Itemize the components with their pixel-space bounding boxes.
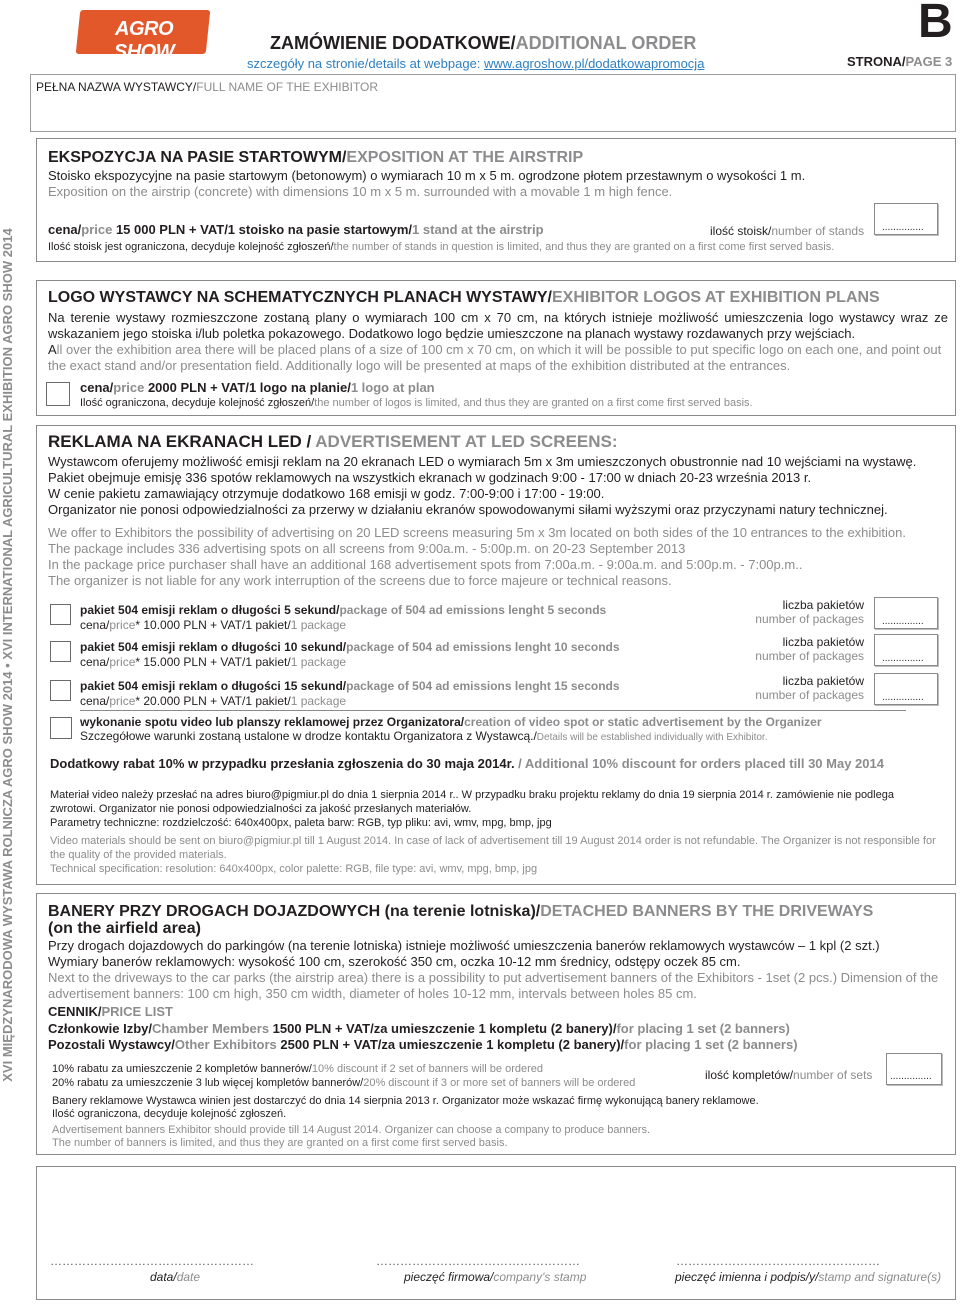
banners-pl-2: Wymiary banerów reklamowych: wysokość 100 cm, szerokość 350 cm, oczka 10-12 mm średnicy, odstępy oczek 85 cm.	[48, 954, 741, 969]
logo-price: cena/price 2000 PLN + VAT/1 logo na planie/1 logo at plan	[80, 380, 435, 395]
video-note: Szczegółowe warunki zostaną ustalone w drodze kontaktu Organizatora z Wystawcą./Details will be established individually with Exhibitor.	[80, 729, 768, 743]
banner-discount-1: 10% rabatu za umieszczenie 2 kompletów bannerów/10% discount if 2 set of banners will be ordered	[52, 1063, 544, 1075]
led-materials-pl-1: Materiał video należy przesłać na adres biuro@pigmiur.pl do dnia 1 sierpnia 2014 r.. W przypadku braku projektu reklamy do dnia 19 sierpnia 2014 r. zamówienie nie podlega zwrotowi. Organizator nie ponosi odpowiedzialności za jakość przesłanych materiałów.	[50, 789, 894, 815]
banner-qty-label: ilość kompletów/number of sets	[705, 1068, 873, 1082]
form-letter: B	[918, 0, 953, 48]
package-15s-qty-dots: ...............	[882, 692, 924, 703]
led-pl-4: Organizator nie ponosi odpowiedzialności za przerwy w działaniu ekranów spowodowanymi siłami wyższymi oraz przyczynami natury technicznej.	[48, 502, 888, 517]
stamp-line[interactable]: ……………………………………………	[376, 1254, 580, 1268]
led-materials-en-2: Technical specification: resolution: 640x400px, color palette: RGB, file type: avi, wmv, mpg, bmp, jpg	[50, 863, 538, 875]
logo-text: AGRO SHOW	[113, 18, 175, 63]
led-en-4: The organizer is not liable for any work interruption of the screens due to force majeure or technical reasons.	[48, 573, 672, 588]
price-others: Pozostali Wystawcy/Other Exhibitors 2500 PLN + VAT/za umieszczenie 1 kompletu (2 banery)/for placing 1 set (2 banners)	[48, 1037, 798, 1052]
logo-desc-pl: Na terenie wystawy rozmieszczone zostaną plany o wymiarach 100 cm x 70 cm, na których istnieje możliwość umieszczenia logo wystawcy wraz ze wskazaniem jego stoiska i/lub poletka pokazowego. Dodatkowo logo będzie umieszczone na planach wystawy rozdawanych przy wejściach.	[48, 310, 948, 341]
package-10s-name: pakiet 504 emisji reklam o długości 10 sekund/package of 504 ad emissions lenght 10 seconds	[80, 640, 620, 654]
banner-discount-2: 20% rabatu za umieszczenie 3 lub więcej kompletów bannerów/20% discount if 3 or more set of banners will be ordered	[52, 1077, 636, 1089]
package-5s-price: cena/price* 10.000 PLN + VAT/1 pakiet/1 package	[80, 618, 347, 632]
package-15s-qty-en: number of packages	[755, 688, 864, 702]
led-en-1: We offer to Exhibitors the possibility of advertising on 20 LED screens measuring 5m x 3m located on both sides of the 10 entrances to the exhibition.	[48, 525, 906, 540]
exhibitor-name-label: PEŁNA NAZWA WYSTAWCY/FULL NAME OF THE EXHIBITOR	[36, 80, 379, 94]
signature-line[interactable]: ……………………………………………	[676, 1254, 880, 1268]
package-divider	[80, 710, 906, 711]
package-5s-qty-dots: ...............	[882, 616, 924, 627]
package-5s-name: pakiet 504 emisji reklam o długości 5 sekund/package of 504 ad emissions lenght 5 seconds	[80, 603, 607, 617]
banners-title-tail: (on the airfield area)	[48, 920, 201, 937]
price-list-label: CENNIK/PRICE LIST	[48, 1004, 173, 1019]
package-10s-price: cena/price* 15.000 PLN + VAT/1 pakiet/1 package	[80, 655, 347, 669]
stamp-label: pieczęć firmowa/company's stamp	[404, 1270, 587, 1284]
price-members: Członkowie Izby/Chamber Members 1500 PLN + VAT/za umieszczenie 1 kompletu (2 banery)/for placing 1 set (2 banners)	[48, 1021, 790, 1036]
banner-note-en-2: The number of banners is limited, and thus they are granted on a first come first served basis.	[52, 1137, 508, 1149]
logo-desc-en: All over the exhibition area there will be placed plans of a size of 100 cm x 70 cm, on which it will be possible to put specific logo on each one, and point out the exact stand and/or presentation field. Additionally logo will be presented at maps of the exhibition distributed at the entrances.	[48, 342, 942, 373]
package-10s-checkbox[interactable]	[50, 641, 71, 662]
details-link[interactable]: www.agroshow.pl/dodatkowapromocja	[484, 56, 705, 71]
banners-pl-1: Przy drogach dojazdowych do parkingów (na terenie lotniska) istnieje możliwość umieszczenia banerów reklamowych wystawców – 1 kpl (2 szt.)	[48, 938, 880, 953]
airstrip-desc-pl: Stoisko ekspozycyjne na pasie startowym (betonowym) o wymiarach 10 m x 5 m. ogrodzone płotem przestawnym o wysokości 1 m.	[48, 168, 806, 183]
banners-title: BANERY PRZY DROGACH DOJAZDOWYCH (na terenie lotniska)/DETACHED BANNERS BY THE DRIVEWAYS	[48, 903, 874, 920]
airstrip-limit: Ilość stoisk jest ograniczona, decyduje kolejność zgłoszeń/the number of stands in question is limited, and thus they are granted on a first come first served basis.	[48, 241, 835, 253]
led-en-2: The package includes 336 advertising spots on all screens from 9:00a.m. - 5:00p.m. on 20-23 September 2013	[48, 541, 686, 556]
airstrip-price: cena/price 15 000 PLN + VAT/1 stoisko na pasie startowym/1 stand at the airstrip	[48, 222, 544, 237]
package-10s-qty-en: number of packages	[755, 649, 864, 663]
package-10s-qty-pl: liczba pakietów	[782, 635, 864, 649]
signature-label: pieczęć imienna i podpis/y/stamp and signature(s)	[675, 1270, 942, 1284]
led-materials-pl-2: Parametry techniczne: rozdzielczość: 640x400px, paleta barw: RGB, typ pliku: avi, wmv, mpg, bmp, jpg	[50, 817, 552, 829]
video-option: wykonanie spotu video lub planszy reklamowej przez Organizatora/creation of video spot or static advertisement by the Organizer	[80, 715, 822, 729]
date-line[interactable]: ……………………………………………	[50, 1254, 254, 1268]
package-15s-qty-pl: liczba pakietów	[782, 674, 864, 688]
led-pl-3: W cenie pakietu zamawiający otrzymuje dodatkowo 168 emisji w godz. 7:00-9:00 i 17:00 - 19:00.	[48, 486, 605, 501]
led-pl-2: Pakiet obejmuje emisję 336 spotów reklamowych na wszystkich ekranach w godzinach 9:00 - 17:00 w dniach 20-23 września 2013 r.	[48, 470, 812, 485]
banner-qty-dots: ...............	[890, 1071, 932, 1082]
airstrip-qty-dots: ...............	[882, 222, 924, 233]
package-5s-checkbox[interactable]	[50, 604, 71, 625]
details-line: szczegóły na stronie/details at webpage: www.agroshow.pl/dodatkowapromocja	[247, 56, 705, 71]
package-10s-qty-dots: ...............	[882, 653, 924, 664]
banner-note-en-1: Advertisement banners Exhibitor should provide till 14 August 2014. Organizer can choose a company to produce banners.	[52, 1124, 651, 1136]
package-5s-qty-pl: liczba pakietów	[782, 598, 864, 612]
logo-title: LOGO WYSTAWCY NA SCHEMATYCZNYCH PLANACH WYSTAWY/EXHIBITOR LOGOS AT EXHIBITION PLANS	[48, 289, 880, 306]
date-label: data/date	[150, 1270, 201, 1284]
page-number: STRONA/PAGE 3	[847, 54, 953, 69]
airstrip-title: EKSPOZYCJA NA PASIE STARTOWYM/EXPOSITION AT THE AIRSTRIP	[48, 149, 584, 166]
banners-en-1: Next to the driveways to the car parks (the airstrip area) there is a possibility to put advertisement banners of the Exhibitors - 1set (2 pcs.) Dimension of the advertisement banners: 100 cm high, 350 cm width, diameter of holes 10-12 mm, intervals between holes 85 cm.	[48, 970, 939, 1001]
led-pl-1: Wystawcom oferujemy możliwość emisji reklam na 20 ekranach LED o wymiarach 5m x 3m umieszczonych obustronnie nad 10 wejściami na wystawę.	[48, 454, 917, 469]
banner-note-pl-1: Banery reklamowe Wystawca winien jest dostarczyć do dnia 14 sierpnia 2013 r. Organizator może wskazać firmę wykonującą banery reklamowe.	[52, 1095, 759, 1107]
led-title: REKLAMA NA EKRANACH LED / ADVERTISEMENT AT LED SCREENS:	[48, 432, 618, 451]
side-banner-text: XVI MIĘDZYNARODOWA WYSTAWA ROLNICZA AGRO SHOW 2014 • XVI INTERNATIONAL AGRICULTURAL EXHIBITION AGRO SHOW 2014	[0, 228, 15, 1082]
logo-limit: Ilość ograniczona, decyduje kolejność zgłoszeń/the number of logos is limited, and thus they are granted on a first come first served basis.	[80, 397, 753, 409]
airstrip-qty-label: ilość stoisk/number of stands	[710, 224, 865, 238]
banner-note-pl-2: Ilość ograniczona, decyduje kolejność zgłoszeń.	[52, 1108, 287, 1120]
package-5s-qty-en: number of packages	[755, 612, 864, 626]
package-15s-name: pakiet 504 emisji reklam o długości 15 sekund/package of 504 ad emissions lenght 15 seconds	[80, 679, 620, 693]
led-en-3: In the package price purchaser shall have an additional 168 advertisement spots from 7:00a.m. - 9:00a.m. and 5:00p.m. - 7:00p.m..	[48, 557, 803, 572]
package-15s-checkbox[interactable]	[50, 680, 71, 701]
airstrip-desc-en: Exposition on the airstrip (concrete) with dimensions 10 m x 5 m. surrounded with a movable 1 m high fence.	[48, 184, 673, 199]
led-materials-en-1: Video materials should be sent on biuro@pigmiur.pl till 1 August 2014. In case of lack of advertisement till 19 August 2014 order is not refundable. The Organizer is not responsible for the quality of the provided materials.	[50, 835, 936, 861]
logo-checkbox[interactable]	[46, 382, 70, 406]
led-discount: Dodatkowy rabat 10% w przypadku przesłania zgłoszenia do 30 maja 2014r. / Additional 10% discount for orders placed till 30 May 2014	[50, 756, 884, 771]
page-title: ZAMÓWIENIE DODATKOWE/ADDITIONAL ORDER	[270, 33, 697, 53]
package-15s-price: cena/price* 20.000 PLN + VAT/1 pakiet/1 package	[80, 694, 347, 708]
video-checkbox[interactable]	[50, 717, 72, 739]
